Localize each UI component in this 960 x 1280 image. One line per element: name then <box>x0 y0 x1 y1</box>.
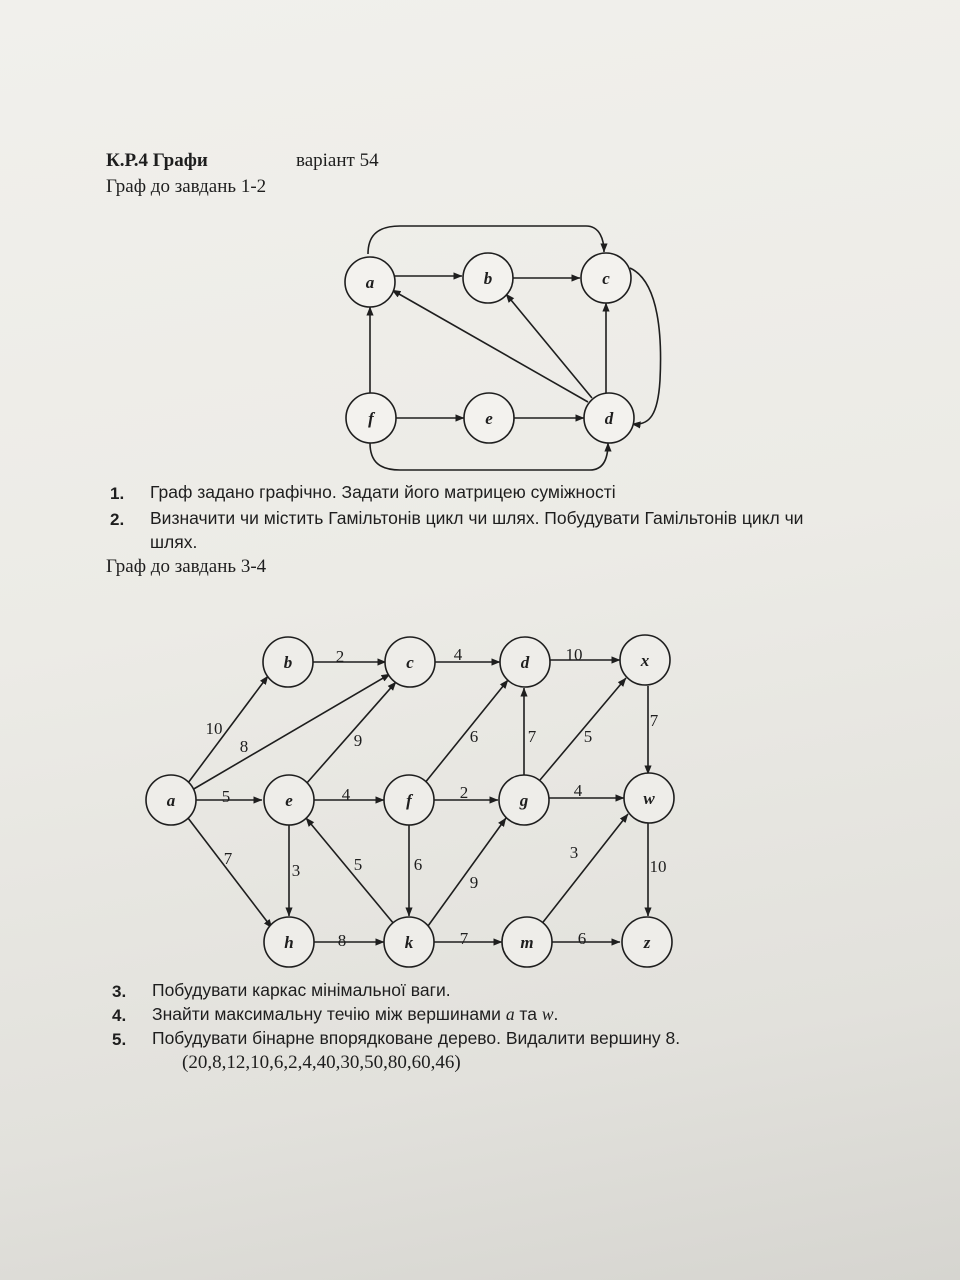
task4-text <box>152 1004 558 1025</box>
g2-weight-x-w: 7 <box>649 711 659 730</box>
g2-weight-g-x: 5 <box>583 727 593 746</box>
task5-sequence: (20,8,12,10,6,2,4,40,30,50,80,60,46) <box>182 1052 461 1073</box>
g2-label-w: w <box>643 789 655 808</box>
g1-edge-c-d <box>630 268 661 424</box>
g2-weight-e-c: 9 <box>353 731 363 750</box>
g1-edge-d-b <box>506 294 592 398</box>
task4-vertex-w: w <box>541 1004 554 1024</box>
graph2-caption: Граф до завдань 3-4 <box>106 556 267 577</box>
page-title: К.Р.4 Графи <box>106 150 208 171</box>
g2-label-d: d <box>520 653 530 672</box>
g2-weight-m-z: 6 <box>577 929 587 948</box>
g2-weight-f-d: 6 <box>469 727 479 746</box>
g2-label-c: c <box>406 653 414 672</box>
task5-text: Побудувати бінарне впорядковане дерево. Видалити вершину 8. <box>152 1028 681 1048</box>
g2-weight-g-d: 7 <box>527 727 537 746</box>
task2-number: 2. <box>110 510 125 529</box>
g2-label-x: x <box>640 651 650 670</box>
task2-text-cont: шлях. <box>150 532 198 552</box>
g1-edge-a-c <box>368 226 604 254</box>
g2-label-a: a <box>166 791 176 810</box>
task4-number: 4. <box>112 1006 127 1025</box>
g1-edge-d-a <box>392 290 588 402</box>
g1-label-c: c <box>602 269 610 288</box>
g2-weight-w-z: 10 <box>649 857 667 876</box>
g2-weight-e-h: 3 <box>291 861 301 880</box>
task4-vertex-a: a <box>505 1004 515 1024</box>
g2-label-z: z <box>643 933 651 952</box>
g2-label-f: f <box>406 791 412 810</box>
task4-text-pre: Знайти максимальну течію між вершинами <box>152 1004 506 1024</box>
g2-weight-f-g: 2 <box>459 783 469 802</box>
g2-weight-k-g: 9 <box>469 873 479 892</box>
g2-weight-f-k: 6 <box>413 855 423 874</box>
g2-label-m: m <box>520 933 534 952</box>
variant-label: варіант 54 <box>296 150 379 171</box>
g2-edge-k-g <box>428 818 506 926</box>
g2-weight-d-x: 10 <box>565 645 583 664</box>
task2-text: Визначити чи містить Гамільтонів цикл чи шлях. Побудувати Гамільтонів цикл чи <box>150 508 804 528</box>
g1-label-b: b <box>483 269 493 288</box>
g2-edge-f-d <box>424 680 508 784</box>
g2-weight-m-w: 3 <box>569 843 579 862</box>
g2-weight-a-h: 7 <box>223 849 233 868</box>
g2-label-h: h <box>284 933 294 952</box>
g2-label-k: k <box>404 933 414 952</box>
g1-label-e: e <box>485 409 493 428</box>
g2-weight-c-d: 4 <box>453 645 463 664</box>
graph1-caption: Граф до завдань 1-2 <box>106 176 267 197</box>
task1-number: 1. <box>110 484 125 503</box>
task1-text: Граф задано графічно. Задати його матрицею суміжності <box>150 482 616 502</box>
g2-label-e: e <box>285 791 293 810</box>
task4-text-end: . <box>553 1004 559 1024</box>
g2-label-g: g <box>519 791 529 810</box>
g1-label-d: d <box>604 409 614 428</box>
g2-weight-g-w: 4 <box>573 781 583 800</box>
g2-edge-a-b <box>188 676 268 783</box>
task3-number: 3. <box>112 982 127 1001</box>
g2-edge-k-e <box>306 818 394 924</box>
g1-edge-f-d <box>370 443 608 470</box>
g1-label-f: f <box>368 409 374 428</box>
g2-edge-m-w <box>540 814 628 926</box>
g2-weight-e-f: 4 <box>341 785 351 804</box>
g2-weight-h-k: 8 <box>337 931 347 950</box>
g2-weight-a-e: 5 <box>221 787 231 806</box>
task5-number: 5. <box>112 1030 127 1049</box>
g2-label-b: b <box>283 653 293 672</box>
g2-weight-a-c: 8 <box>239 737 249 756</box>
g2-weight-k-m: 7 <box>459 929 469 948</box>
g2-edge-a-h <box>188 818 272 928</box>
g2-weight-b-c: 2 <box>335 647 345 666</box>
task4-text-mid: та <box>514 1004 542 1024</box>
g2-weight-a-b: 10 <box>205 719 223 738</box>
task3-text: Побудувати каркас мінімальної ваги. <box>152 980 451 1000</box>
g1-label-a: a <box>365 273 375 292</box>
g2-weight-k-e: 5 <box>353 855 363 874</box>
